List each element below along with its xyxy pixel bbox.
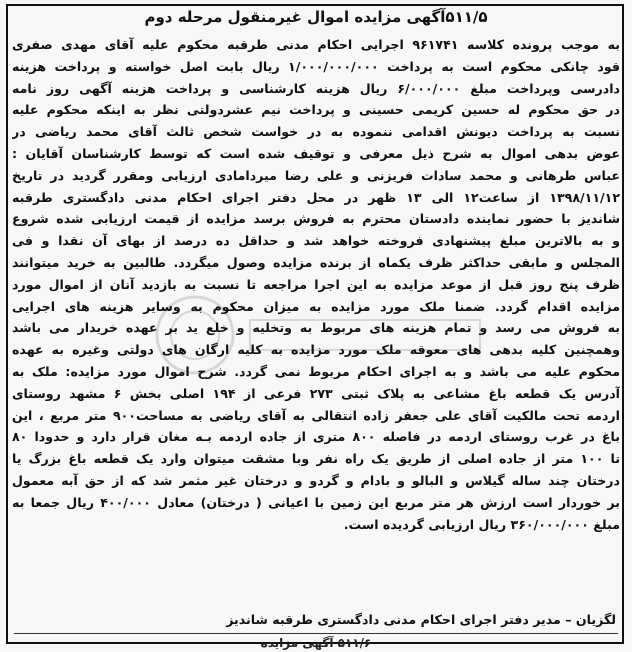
notice-line: مزایده اقدام گردد. ضمنا ملک مورد مزایده به میزان محکوم به وسایر هزینه های اجرایی [12,298,620,314]
notice-line: عوض بدهی اموال به شرح ذیل معرفی و توقیف شده است که توسط کارشناسان آقایان : [12,145,620,161]
notice-body [12,34,620,535]
notice-line: و به بالاترین مبلغ پیشنهادی فروخته خواهد شد و حداقل ده درصد از بهای آن نقدا و فی [12,233,620,249]
notice-line: تا ۱۰۰ متر از جاده اصلی از طریق یک راه نفر وبا مشقت میتوان وارد یک قطعه باغ بزرگ یا [12,451,620,467]
notice-line: باغ در غرب روستای اردمه در فاصله ۸۰۰ متری از جاده اردمه بـه مغان قرار دارد و حدودا ۸۰ [12,429,620,445]
notice-line: دادرسی وپرداخت مبلغ ۶/۰۰۰/۰۰۰ ریال هزینه کارشناسی و پرداخت هزینه آگهی روز نامه [12,80,620,96]
notice-line: بر خوردار است ارزش هر متر مربع این زمین با اعیانی ( درختان) معادل ۴۰۰/۰۰۰ ریال جمعا به [12,494,620,510]
notice-line: ۱۳۹۸/۱۱/۱۲ از ساعت۱۲ الی ۱۳ ظهر در محل دفتر اجرای احکام مدنی دادگستری طرقبه [12,189,620,205]
notice-line: مبلغ ۳۶۰/۰۰۰/۰۰۰ ریال ارزیابی گردیده است. [343,516,620,532]
notice-line: آدرس یک قطعه باغ مشاعی به پلاک ثبتی ۲۷۳ فرعی از ۱۹۴ اصلی بخش ۶ مشهد روستای [12,385,620,401]
notice-line: در حق محکوم له حسین کریمی حسینی و پرداخت نیم عشردولتی نظر به اینکه محکوم علیه [12,102,620,118]
notice-signature: لگزیان – مدیر دفتر اجرای احکام مدنی دادگستری طرقبه شاندیز [226,612,616,627]
notice-line: عباس طرهانی و محمد سادات فریزنی و علی رضا میردامادی ارزیابی ومقرر گردید در تاریخ [12,167,620,183]
notice-line: قود چانکی محکوم است به پرداخت ۱/۰۰۰/۰۰۰/۰۰۰ ریال بابت اصل خواسته و پرداخت هزینه [12,58,620,74]
notice-line: شاندیز با حضور نماینده دادستان محترم به فروش برسد مزایده از قیمت ارزیابی شده شروع [12,211,620,227]
notice-line: المجلس و مابقی حداکثر ظرف یکماه از برنده مزایده وصول میگردد. طالبین به خرید میتوانند [12,254,620,270]
notice-line: محکوم علیه می باشد و به اجرای احکام مربوط نمی گردد. شرح اموال مورد مزایده: ملک به [12,363,620,379]
notice-line: وهمچنین کلیه بدهی های معوقه ملک مورد مزایده به کلیه ارگان های دولتی وغیره به عهده [12,342,620,358]
notice-line: به موجب پرونده کلاسه ۹۶۱۷۴۱ اجرایی احکام مدنی طرقبه محکوم علیه آقای مهدی صفری [12,37,620,52]
notice-title: ۵۱۱/۵آگهی مزایده اموال غیرمنقول مرحله دوم [144,8,488,26]
notice-line: ظرف پنج روز قبل از موعد مزایده به این اجرا مراجعه تا نسبت به بازدید آنان از اموال مورد [12,276,620,292]
notice-line: اردمه تحت مالکیت آقای علی جعفر زاده انتقالی به آقای ریاضی به مساحت۹۰۰ متر مربع ، این [12,407,620,423]
next-notice-fragment: ۵۱۱/۶ آگهی مزایده [260,636,372,650]
notice-line: درختان چند ساله گیلاس و البالو و بادام و گردو و درختان غیر مثمر شد که از حق آبه معمول [12,472,620,488]
notice-line: نسبت به پرداخت دیونش اقدامی ننموده به در خواست شخص ثالث آقای محمد ریاضی در [12,124,620,140]
divider [14,633,618,634]
notice-line: به فروش می رسد و تمام هزینه های مربوط به وتخلیه و خلع ید بر عهده خریدار می باشد [12,320,620,336]
